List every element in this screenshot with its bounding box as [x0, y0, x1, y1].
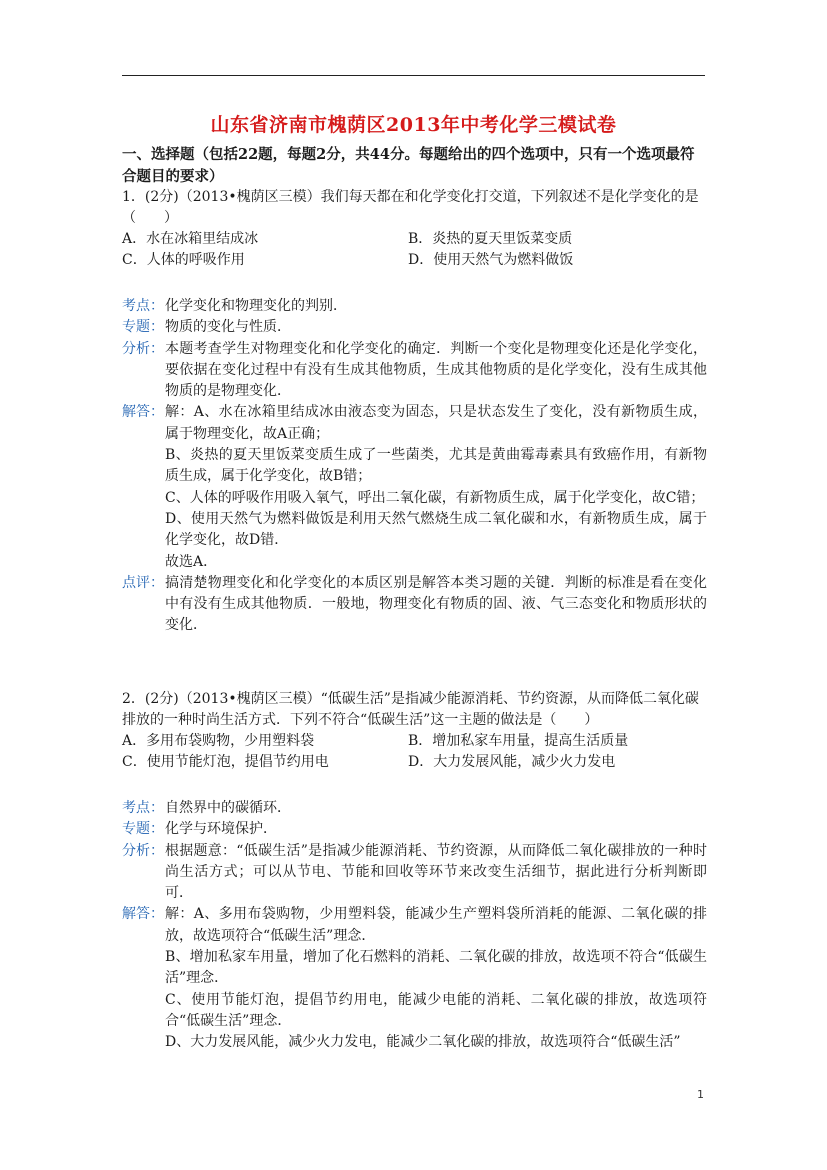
jieda-line: B、增加私家车用量，增加了化石燃料的消耗、二氧化碳的排放，故选项不符合“低碳生活”理念．: [165, 949, 707, 987]
jieda-label: 解答：: [122, 906, 164, 923]
kaodian-row: [122, 296, 707, 317]
question-1: [122, 187, 707, 271]
kaodian-text: 化学变化和物理变化的判别．: [165, 298, 347, 314]
jieda-row: [122, 402, 707, 572]
jieda-text: [165, 402, 707, 572]
zhuanti-label: 专题：: [122, 821, 164, 838]
dianping-row: [122, 573, 707, 637]
option-b: B．炎热的夏天里饭菜变质: [408, 231, 573, 247]
jieda-line: 解：A、多用布袋购物，少用塑料袋，能减少生产塑料袋所消耗的能源、二氧化碳的排放，故选项符合“低碳生活”理念．: [165, 906, 707, 944]
zhuanti-label: 专题：: [122, 319, 164, 336]
kaodian-label: 考点：: [122, 800, 164, 816]
jieda-line: 故选A．: [165, 553, 218, 570]
section-heading: 一、选择题（包括22题，每题2分，共44分。每题给出的四个选项中，只有一个选项最符合题目的要求）: [122, 146, 695, 185]
option-a: A．多用布袋购物，少用塑料袋: [122, 733, 315, 749]
fenxi-label: 分析：: [122, 340, 164, 357]
option-c: C．人体的呼吸作用: [122, 252, 245, 268]
question-2: [122, 689, 707, 773]
fenxi-label: 分析：: [122, 842, 164, 859]
jieda-row: [122, 904, 707, 1053]
dianping-label: 点评：: [122, 574, 164, 591]
jieda-line: D、使用天然气为燃料做饭是利用天然气燃烧生成二氧化碳和水，有新物质生成，属于化学变化，故D错．: [165, 510, 707, 549]
zhuanti-row: [122, 819, 707, 840]
page-title: 山东省济南市槐荫区2013年中考化学三模试卷: [210, 114, 617, 136]
jieda-line: D、大力发展风能，减少火力发电，能减少二氧化碳的排放，故选项符合“低碳生活”: [165, 1034, 681, 1051]
option-d: D．使用天然气为燃料做饭: [408, 252, 574, 268]
dianping-text: 搞清楚物理变化和化学变化的本质区别是解答本类习题的关键．判断的标准是看在变化中有没有生成其他物质．一般地，物理变化有物质的固、液、气三态变化和物质形状的变化．: [165, 574, 707, 634]
fenxi-text: 根据题意：“低碳生活”是指减少能源消耗、节约资源，从而降低二氧化碳排放的一种时尚生活方式；可以从节电、节能和回收等环节来改变生活细节，据此进行分析判断即可．: [165, 842, 707, 902]
option-d: D．大力发展风能，减少火力发电: [408, 754, 616, 770]
jieda-label: 解答：: [122, 404, 164, 421]
analysis-1: [122, 296, 707, 637]
jieda-line: C、人体的呼吸作用吸入氧气，呼出二氧化碳，有新物质生成，属于化学变化，故C错；: [165, 489, 705, 506]
jieda-line: C、使用节能灯泡，提倡节约用电，能减少电能的消耗、二氧化碳的排放，故选项符合“低碳生活”理念．: [165, 991, 707, 1029]
zhuanti-row: [122, 317, 707, 338]
zhuanti-text: 物质的变化与性质．: [165, 319, 291, 336]
page-number: 1: [697, 1088, 704, 1101]
kaodian-text: 自然界中的碳循环．: [165, 800, 291, 816]
fenxi-row: [122, 339, 707, 403]
option-b: B．增加私家车用量，提高生活质量: [408, 733, 629, 749]
jieda-line: 解：A、水在冰箱里结成冰由液态变为固态，只是状态发生了变化，没有新物质生成，属于物理变化，故A正确；: [165, 404, 707, 442]
question-stem: 1．(2分)（2013•槐荫区三模）我们每天都在和化学变化打交道，下列叙述不是化学变化的是（ ）: [122, 189, 699, 226]
option-a: A．水在冰箱里结成冰: [122, 231, 259, 247]
jieda-text: [165, 904, 707, 1053]
fenxi-text: 本题考查学生对物理变化和化学变化的确定．判断一个变化是物理变化还是化学变化，要依据在变化过程中有没有生成其他物质，生成其他物质的是化学变化，没有生成其他物质的是物理变化．: [165, 340, 707, 400]
option-list: [122, 229, 707, 271]
fenxi-row: [122, 841, 707, 905]
header-rule: [122, 75, 705, 76]
kaodian-label: 考点：: [122, 298, 164, 314]
option-c: C．使用节能灯泡，提倡节约用电: [122, 754, 329, 770]
question-stem: 2．(2分)（2013•槐荫区三模）“低碳生活”是指减少能源消耗、节约资源，从而降低二氧化碳排放的一种时尚生活方式．下列不符合“低碳生活”这一主题的做法是（ ）: [122, 691, 699, 728]
kaodian-row: [122, 798, 707, 819]
option-list: [122, 731, 707, 773]
analysis-2: [122, 798, 707, 1054]
zhuanti-text: 化学与环境保护．: [165, 821, 277, 838]
jieda-line: B、炎热的夏天里饭菜变质生成了一些菌类，尤其是黄曲霉毒素具有致癌作用，有新物质生成，属于化学变化，故B错；: [165, 447, 707, 485]
